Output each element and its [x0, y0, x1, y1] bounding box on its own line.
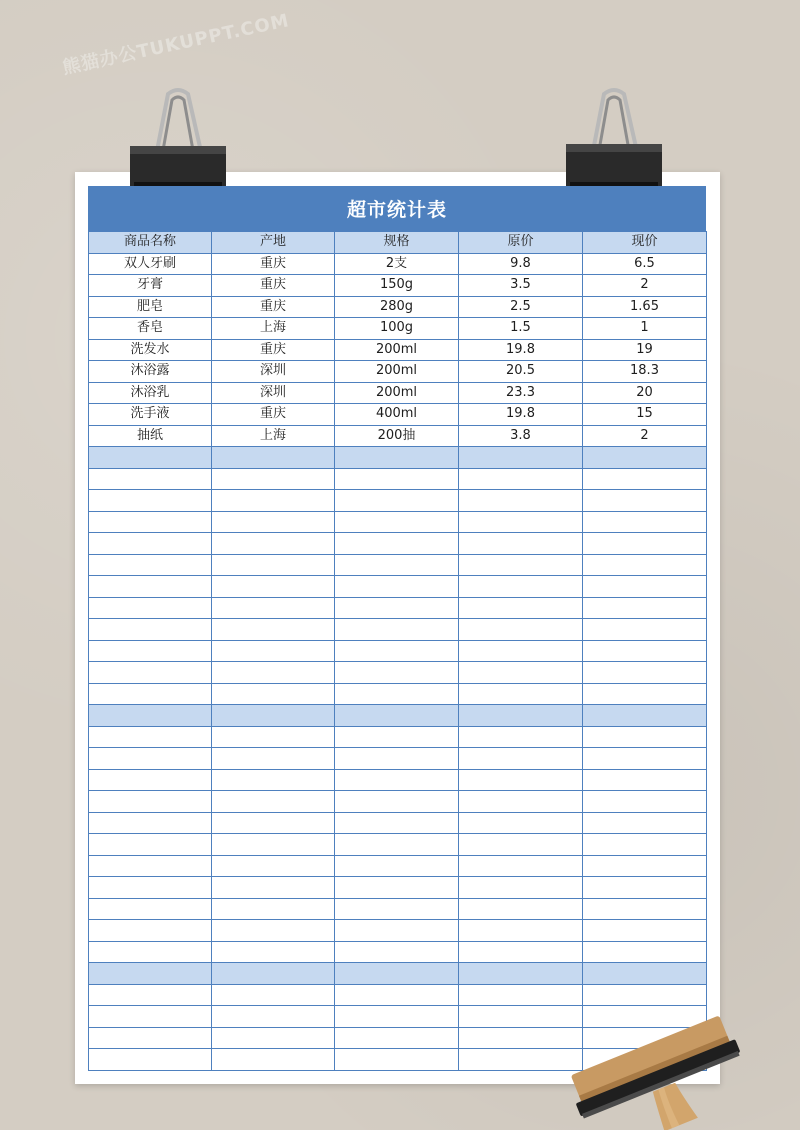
empty-cell: [212, 1006, 335, 1028]
empty-cell: [583, 963, 707, 985]
empty-cell: [212, 941, 335, 963]
table-row: [89, 296, 707, 318]
empty-table-row: [89, 834, 707, 856]
binder-clip-right-icon: [564, 84, 664, 194]
empty-cell: [89, 640, 212, 662]
empty-cell: [459, 576, 583, 598]
empty-cell: [583, 511, 707, 533]
empty-cell: [89, 468, 212, 490]
empty-cell: [335, 855, 459, 877]
empty-cell: [459, 898, 583, 920]
cell-name: 沐浴乳: [89, 382, 212, 404]
empty-table-row: [89, 533, 707, 555]
empty-cell: [212, 533, 335, 555]
empty-cell: [335, 640, 459, 662]
cell-name: 洗发水: [89, 339, 212, 361]
empty-cell: [335, 511, 459, 533]
empty-cell: [212, 920, 335, 942]
empty-table-row: [89, 748, 707, 770]
empty-cell: [459, 597, 583, 619]
sheet-title: 超市统计表: [88, 186, 706, 231]
empty-cell: [335, 1006, 459, 1028]
empty-cell: [212, 791, 335, 813]
empty-cell: [89, 1049, 212, 1071]
cell-origin: 重庆: [212, 339, 335, 361]
empty-cell: [212, 984, 335, 1006]
empty-cell: [459, 554, 583, 576]
empty-cell: [335, 812, 459, 834]
cell-current-price: 1.65: [583, 296, 707, 318]
empty-cell: [89, 619, 212, 641]
empty-cell: [583, 619, 707, 641]
empty-cell: [89, 490, 212, 512]
cell-original-price: 2.5: [459, 296, 583, 318]
empty-cell: [459, 533, 583, 555]
empty-cell: [583, 855, 707, 877]
empty-table-row: [89, 468, 707, 490]
empty-cell: [89, 791, 212, 813]
empty-cell: [459, 662, 583, 684]
empty-cell: [583, 683, 707, 705]
cell-name: 牙膏: [89, 275, 212, 297]
empty-cell: [459, 984, 583, 1006]
empty-cell: [89, 554, 212, 576]
empty-cell: [89, 726, 212, 748]
cell-original-price: 3.8: [459, 425, 583, 447]
cell-name: 沐浴露: [89, 361, 212, 383]
empty-cell: [212, 554, 335, 576]
cell-current-price: 1: [583, 318, 707, 340]
empty-cell: [459, 726, 583, 748]
empty-cell: [335, 554, 459, 576]
cell-current-price: 2: [583, 275, 707, 297]
cell-origin: 上海: [212, 318, 335, 340]
empty-cell: [583, 490, 707, 512]
cell-origin: 重庆: [212, 253, 335, 275]
empty-cell: [335, 1027, 459, 1049]
watermark-text: 熊猫办公TUKUPPT.COM: [60, 10, 292, 79]
empty-cell: [583, 920, 707, 942]
empty-cell: [89, 855, 212, 877]
cell-spec: 100g: [335, 318, 459, 340]
cell-spec: 2支: [335, 253, 459, 275]
empty-table-row: [89, 726, 707, 748]
empty-cell: [459, 920, 583, 942]
empty-cell: [583, 640, 707, 662]
cell-original-price: 1.5: [459, 318, 583, 340]
empty-cell: [335, 920, 459, 942]
cell-current-price: 6.5: [583, 253, 707, 275]
empty-cell: [212, 576, 335, 598]
empty-cell: [459, 490, 583, 512]
table-row: [89, 339, 707, 361]
empty-cell: [459, 468, 583, 490]
empty-table-row: [89, 511, 707, 533]
empty-cell: [335, 769, 459, 791]
empty-cell: [583, 533, 707, 555]
empty-cell: [212, 898, 335, 920]
table-body: [89, 253, 707, 1070]
cell-spec: 280g: [335, 296, 459, 318]
table-sheet: [88, 186, 706, 1071]
empty-table-row: [89, 447, 707, 469]
empty-table-row: [89, 662, 707, 684]
empty-cell: [335, 662, 459, 684]
empty-cell: [89, 898, 212, 920]
cell-origin: 上海: [212, 425, 335, 447]
empty-table-row: [89, 490, 707, 512]
empty-table-row: [89, 898, 707, 920]
empty-cell: [89, 984, 212, 1006]
empty-cell: [89, 834, 212, 856]
empty-cell: [212, 748, 335, 770]
empty-cell: [459, 812, 583, 834]
cell-origin: 重庆: [212, 275, 335, 297]
empty-cell: [212, 683, 335, 705]
column-header-current-price: 现价: [583, 232, 707, 254]
empty-cell: [459, 640, 583, 662]
empty-cell: [89, 597, 212, 619]
empty-cell: [89, 812, 212, 834]
cell-spec: 200ml: [335, 361, 459, 383]
empty-cell: [459, 834, 583, 856]
empty-cell: [212, 1049, 335, 1071]
empty-cell: [459, 447, 583, 469]
empty-table-row: [89, 963, 707, 985]
empty-table-row: [89, 984, 707, 1006]
empty-cell: [583, 468, 707, 490]
empty-cell: [89, 769, 212, 791]
empty-cell: [89, 576, 212, 598]
empty-cell: [335, 468, 459, 490]
cell-current-price: 19: [583, 339, 707, 361]
stamp-icon: [555, 1005, 755, 1130]
empty-cell: [212, 597, 335, 619]
empty-cell: [335, 877, 459, 899]
empty-table-row: [89, 619, 707, 641]
empty-cell: [212, 705, 335, 727]
empty-cell: [335, 619, 459, 641]
empty-cell: [459, 791, 583, 813]
empty-cell: [335, 597, 459, 619]
table-row: [89, 382, 707, 404]
empty-cell: [459, 511, 583, 533]
empty-table-row: [89, 941, 707, 963]
empty-cell: [89, 963, 212, 985]
empty-cell: [459, 877, 583, 899]
empty-table-row: [89, 877, 707, 899]
product-table: [88, 231, 707, 1071]
empty-cell: [583, 834, 707, 856]
cell-spec: 400ml: [335, 404, 459, 426]
cell-name: 抽纸: [89, 425, 212, 447]
cell-name: 肥皂: [89, 296, 212, 318]
table-row: [89, 253, 707, 275]
cell-original-price: 19.8: [459, 404, 583, 426]
table-row: [89, 425, 707, 447]
empty-cell: [89, 447, 212, 469]
empty-cell: [89, 662, 212, 684]
cell-origin: 深圳: [212, 361, 335, 383]
empty-table-row: [89, 576, 707, 598]
cell-name: 香皂: [89, 318, 212, 340]
empty-cell: [212, 769, 335, 791]
cell-original-price: 19.8: [459, 339, 583, 361]
empty-cell: [459, 855, 583, 877]
binder-clip-left-icon: [128, 84, 228, 194]
empty-cell: [212, 812, 335, 834]
empty-cell: [459, 769, 583, 791]
empty-cell: [583, 576, 707, 598]
cell-original-price: 20.5: [459, 361, 583, 383]
cell-spec: 150g: [335, 275, 459, 297]
empty-cell: [89, 705, 212, 727]
column-header-origin: 产地: [212, 232, 335, 254]
empty-cell: [583, 984, 707, 1006]
empty-cell: [212, 662, 335, 684]
empty-cell: [212, 490, 335, 512]
empty-cell: [583, 898, 707, 920]
cell-spec: 200抽: [335, 425, 459, 447]
table-header-row: [89, 232, 707, 254]
empty-cell: [335, 726, 459, 748]
empty-cell: [89, 920, 212, 942]
empty-cell: [212, 619, 335, 641]
empty-cell: [583, 447, 707, 469]
cell-current-price: 15: [583, 404, 707, 426]
cell-name: 双人牙刷: [89, 253, 212, 275]
cell-origin: 重庆: [212, 404, 335, 426]
table-row: [89, 404, 707, 426]
empty-cell: [583, 748, 707, 770]
column-header-spec: 规格: [335, 232, 459, 254]
cell-spec: 200ml: [335, 339, 459, 361]
empty-cell: [459, 619, 583, 641]
cell-origin: 深圳: [212, 382, 335, 404]
empty-cell: [335, 984, 459, 1006]
empty-cell: [89, 1006, 212, 1028]
empty-cell: [212, 834, 335, 856]
empty-cell: [212, 1027, 335, 1049]
empty-cell: [212, 468, 335, 490]
empty-cell: [212, 726, 335, 748]
empty-cell: [583, 812, 707, 834]
empty-cell: [212, 877, 335, 899]
empty-cell: [583, 877, 707, 899]
empty-table-row: [89, 812, 707, 834]
empty-table-row: [89, 705, 707, 727]
empty-cell: [583, 705, 707, 727]
empty-cell: [335, 490, 459, 512]
empty-cell: [335, 447, 459, 469]
empty-cell: [459, 683, 583, 705]
empty-table-row: [89, 920, 707, 942]
empty-table-row: [89, 855, 707, 877]
empty-table-row: [89, 640, 707, 662]
cell-current-price: 2: [583, 425, 707, 447]
cell-original-price: 3.5: [459, 275, 583, 297]
empty-cell: [583, 726, 707, 748]
cell-original-price: 23.3: [459, 382, 583, 404]
empty-cell: [335, 898, 459, 920]
empty-table-row: [89, 769, 707, 791]
cell-original-price: 9.8: [459, 253, 583, 275]
empty-cell: [212, 447, 335, 469]
table-row: [89, 318, 707, 340]
empty-cell: [89, 683, 212, 705]
empty-cell: [335, 683, 459, 705]
empty-cell: [212, 640, 335, 662]
empty-cell: [212, 963, 335, 985]
column-header-original-price: 原价: [459, 232, 583, 254]
empty-cell: [89, 748, 212, 770]
empty-table-row: [89, 791, 707, 813]
empty-cell: [583, 769, 707, 791]
column-header-name: 商品名称: [89, 232, 212, 254]
empty-cell: [89, 533, 212, 555]
empty-cell: [459, 941, 583, 963]
empty-cell: [459, 963, 583, 985]
empty-cell: [212, 511, 335, 533]
table-row: [89, 361, 707, 383]
empty-cell: [583, 662, 707, 684]
empty-cell: [89, 1027, 212, 1049]
empty-table-row: [89, 597, 707, 619]
empty-cell: [335, 705, 459, 727]
table-row: [89, 275, 707, 297]
empty-cell: [335, 1049, 459, 1071]
empty-cell: [583, 554, 707, 576]
empty-cell: [335, 533, 459, 555]
cell-spec: 200ml: [335, 382, 459, 404]
cell-current-price: 18.3: [583, 361, 707, 383]
empty-cell: [583, 791, 707, 813]
empty-cell: [335, 941, 459, 963]
empty-cell: [459, 705, 583, 727]
empty-table-row: [89, 683, 707, 705]
empty-cell: [89, 941, 212, 963]
empty-cell: [335, 963, 459, 985]
empty-cell: [335, 834, 459, 856]
cell-name: 洗手液: [89, 404, 212, 426]
empty-cell: [335, 791, 459, 813]
cell-current-price: 20: [583, 382, 707, 404]
cell-origin: 重庆: [212, 296, 335, 318]
empty-table-row: [89, 554, 707, 576]
empty-cell: [583, 941, 707, 963]
empty-cell: [583, 597, 707, 619]
empty-cell: [212, 855, 335, 877]
empty-cell: [335, 748, 459, 770]
empty-cell: [335, 576, 459, 598]
empty-cell: [459, 748, 583, 770]
empty-cell: [89, 877, 212, 899]
empty-cell: [89, 511, 212, 533]
